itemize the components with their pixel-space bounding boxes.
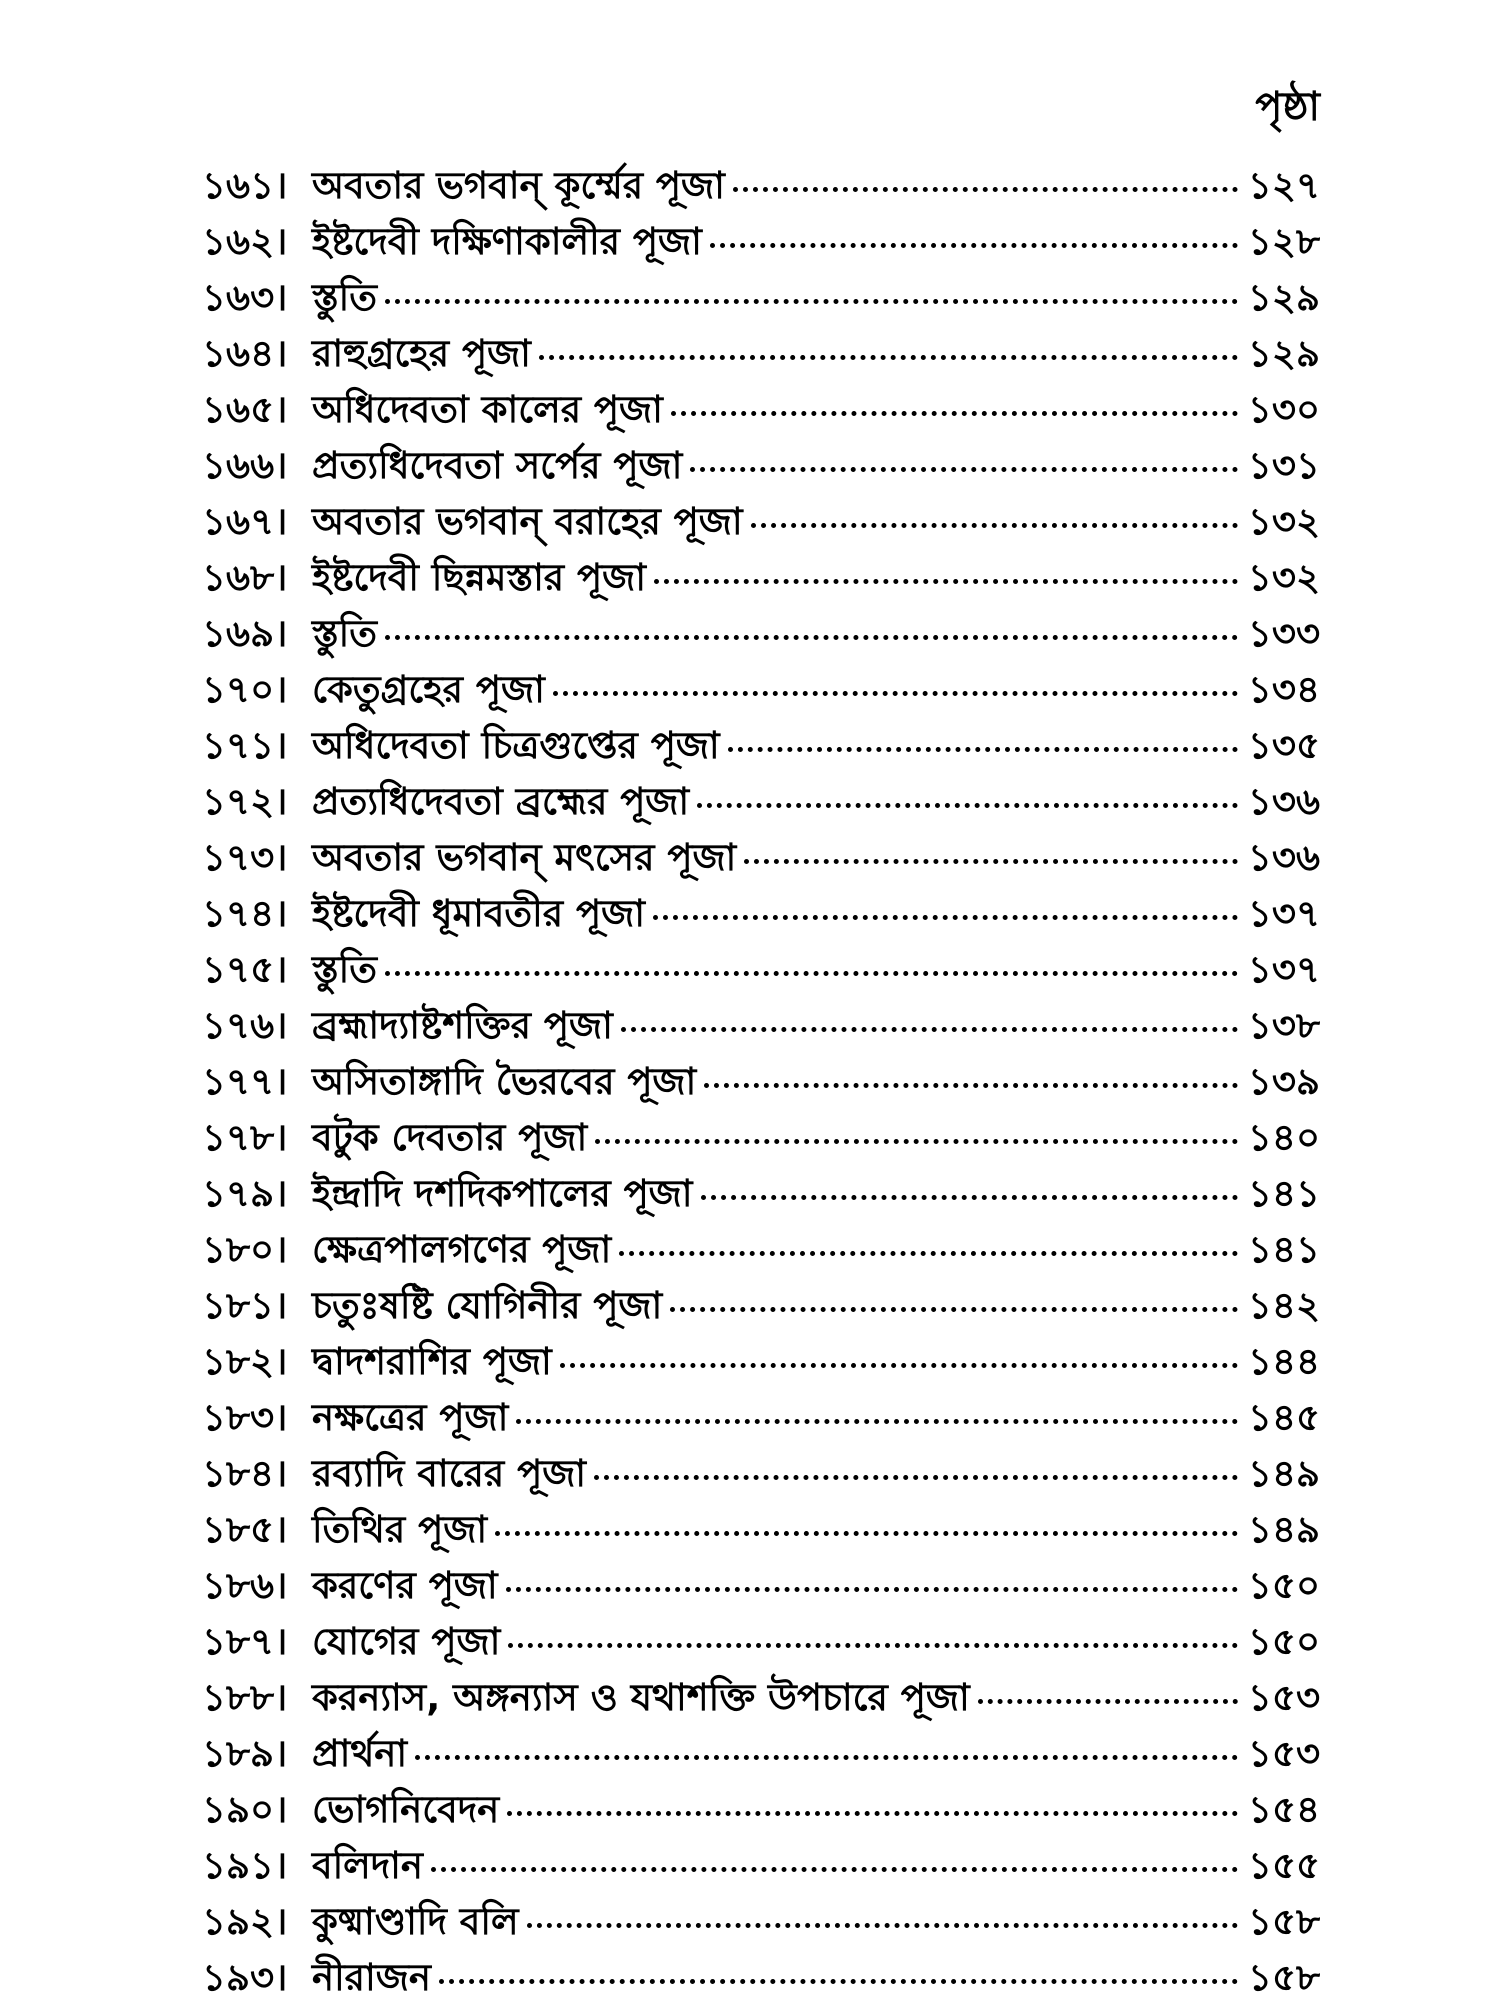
toc-entry-number: ১৭৭।: [202, 1060, 288, 1103]
toc-entry-number: ১৮৬।: [202, 1564, 288, 1607]
dot-leader: [619, 1251, 1238, 1256]
toc-entry: [202, 1894, 1320, 1950]
toc-entry-number: ১৭৩।: [202, 836, 288, 879]
toc-entry-page: ১৩৮: [1247, 1004, 1320, 1047]
toc-entry-number: ১৮১।: [202, 1284, 288, 1327]
toc-entry-title: ভোগনিবেদন: [312, 1788, 500, 1831]
dot-leader: [595, 1139, 1238, 1144]
toc-entry: [202, 998, 1320, 1054]
toc-entry-page: ১৫০: [1247, 1564, 1320, 1607]
dot-leader: [527, 1923, 1238, 1928]
toc-entry-page: ১৩০: [1247, 388, 1320, 431]
dot-leader: [539, 355, 1238, 360]
toc-entry-title: প্রার্থনা: [312, 1732, 408, 1775]
toc-entry: [202, 1950, 1320, 2006]
toc-entry-title: অবতার ভগবান্ কূর্ম্মের পূজা: [312, 164, 725, 207]
toc-entry-number: ১৭৯।: [202, 1172, 288, 1215]
toc-entry: [202, 214, 1320, 270]
toc-entry: [202, 438, 1320, 494]
dot-leader: [385, 635, 1238, 640]
dot-leader: [710, 243, 1238, 248]
toc-entry-page: ১৩৩: [1247, 612, 1320, 655]
toc-entry: [202, 1390, 1320, 1446]
toc-entry-number: ১৭২।: [202, 780, 288, 823]
toc-entry-title: তিথির পূজা: [312, 1508, 488, 1551]
dot-leader: [670, 1307, 1238, 1312]
toc-entry: [202, 1110, 1320, 1166]
toc-entry-page: ১৪১: [1247, 1172, 1320, 1215]
toc-entry-number: ১৬৬।: [202, 444, 288, 487]
toc-entry-number: ১৬১।: [202, 164, 288, 207]
dot-leader: [415, 1755, 1238, 1760]
toc-entry-page: ১৩১: [1247, 444, 1320, 487]
toc-entry-page: ১৩৬: [1247, 836, 1320, 879]
toc-entry-page: ১৫৮: [1247, 1900, 1320, 1943]
toc-entry-number: ১৭১।: [202, 724, 288, 767]
toc-entry-title: ইষ্টদেবী ছিন্নমস্তার পূজা: [312, 556, 646, 599]
toc-entry-title: কেতুগ্রহের পূজা: [312, 668, 545, 711]
dot-leader: [516, 1419, 1238, 1424]
toc-entry-page: ১২৮: [1247, 220, 1320, 263]
dot-leader: [553, 691, 1238, 696]
toc-entry-title: নীরাজন: [312, 1956, 431, 1999]
dot-leader: [744, 859, 1238, 864]
toc-entry: [202, 1670, 1320, 1726]
toc-entry-page: ১৩২: [1247, 500, 1320, 543]
dot-leader: [560, 1363, 1238, 1368]
toc-entry-number: ১৮৭।: [202, 1620, 288, 1663]
toc-entry: [202, 1278, 1320, 1334]
dot-leader: [653, 915, 1238, 920]
toc-entry-title: ক্ষেত্রপালগণের পূজা: [312, 1228, 612, 1271]
toc-entry-page: ১৫৩: [1247, 1676, 1320, 1719]
dot-leader: [439, 1979, 1238, 1984]
toc-entry-title: রাহুগ্রহের পূজা: [312, 332, 531, 375]
toc-entry-title: দ্বাদশরাশির পূজা: [312, 1340, 552, 1383]
toc-entry-title: অবতার ভগবান্ বরাহের পূজা: [312, 500, 743, 543]
toc-entry-title: করন্যাস, অঙ্গন্যাস ও যথাশক্তি উপচারে পূজা: [312, 1676, 970, 1719]
toc-entry-page: ১৪১: [1247, 1228, 1320, 1271]
toc-entry-title: প্রত্যধিদেবতা সর্পের পূজা: [312, 444, 683, 487]
dot-leader: [495, 1531, 1238, 1536]
toc-entry-page: ১৩৭: [1247, 948, 1320, 991]
toc-entry-page: ১৪৯: [1247, 1452, 1320, 1495]
toc-entry-number: ১৮৮।: [202, 1676, 288, 1719]
toc-entry-page: ১৩৪: [1247, 668, 1320, 711]
dot-leader: [621, 1027, 1238, 1032]
toc-entry-page: ১৪৪: [1247, 1340, 1320, 1383]
toc-entry-page: ১২৯: [1247, 276, 1320, 319]
toc-entry: [202, 1614, 1320, 1670]
toc-entry-number: ১৮৫।: [202, 1508, 288, 1551]
toc-entry-number: ১৮০।: [202, 1228, 288, 1271]
dot-leader: [671, 411, 1238, 416]
toc-entry-page: ১৫৩: [1247, 1732, 1320, 1775]
toc-entry: [202, 550, 1320, 606]
toc-entry: [202, 1166, 1320, 1222]
toc-entry-number: ১৭৪।: [202, 892, 288, 935]
dot-leader: [508, 1643, 1238, 1648]
toc-entry-page: ১৩৭: [1247, 892, 1320, 935]
toc-entry-number: ১৭৮।: [202, 1116, 288, 1159]
table-of-contents: [202, 158, 1320, 2006]
dot-leader: [733, 187, 1238, 192]
toc-entry-number: ১৭৬।: [202, 1004, 288, 1047]
dot-leader: [507, 1811, 1238, 1816]
toc-entry-title: অধিদেবতা কালের পূজা: [312, 388, 663, 431]
toc-entry-number: ১৮৩।: [202, 1396, 288, 1439]
toc-entry-number: ১৯১।: [202, 1844, 288, 1887]
dot-leader: [697, 803, 1238, 808]
toc-entry-title: রব্যাদি বারের পূজা: [312, 1452, 587, 1495]
toc-entry-title: অবতার ভগবান্ মৎসের পূজা: [312, 836, 737, 879]
toc-entry-number: ১৭৫।: [202, 948, 288, 991]
toc-entry-number: ১৬৩।: [202, 276, 288, 319]
toc-entry-page: ১৪০: [1247, 1116, 1320, 1159]
toc-entry-title: যোগের পূজা: [312, 1620, 501, 1663]
toc-entry-number: ১৬৫।: [202, 388, 288, 431]
toc-entry-number: ১৯৩।: [202, 1956, 288, 1999]
toc-entry-number: ১৭০।: [202, 668, 288, 711]
toc-entry-number: ১৬৯।: [202, 612, 288, 655]
toc-entry-number: ১৬৮।: [202, 556, 288, 599]
toc-entry-number: ১৯০।: [202, 1788, 288, 1831]
toc-entry: [202, 662, 1320, 718]
toc-entry-page: ১৩৫: [1247, 724, 1320, 767]
dot-leader: [690, 467, 1238, 472]
toc-entry-page: ১৩৯: [1247, 1060, 1320, 1103]
toc-entry: [202, 1054, 1320, 1110]
toc-entry-page: ১৫০: [1247, 1620, 1320, 1663]
toc-entry-number: ১৬২।: [202, 220, 288, 263]
toc-entry-page: ১৩৬: [1247, 780, 1320, 823]
toc-entry-title: স্তুতি: [312, 612, 377, 655]
toc-entry-page: ১৩২: [1247, 556, 1320, 599]
dot-leader: [654, 579, 1238, 584]
toc-entry-title: স্তুতি: [312, 276, 377, 319]
toc-entry-page: ১২৯: [1247, 332, 1320, 375]
toc-entry-title: করণের পূজা: [312, 1564, 498, 1607]
toc-entry: [202, 830, 1320, 886]
toc-entry: [202, 1502, 1320, 1558]
toc-entry: [202, 1334, 1320, 1390]
toc-entry: [202, 942, 1320, 998]
toc-entry: [202, 606, 1320, 662]
toc-entry-page: ১৫৫: [1247, 1844, 1320, 1887]
dot-leader: [751, 523, 1238, 528]
toc-entry-title: ব্রহ্মাদ্যাষ্টশক্তির পূজা: [312, 1004, 613, 1047]
toc-entry-title: প্রত্যধিদেবতা ব্রহ্মের পূজা: [312, 780, 690, 823]
toc-entry-page: ১২৭: [1247, 164, 1320, 207]
dot-leader: [385, 971, 1238, 976]
page-column-heading: পৃষ্ঠা: [1255, 84, 1320, 130]
toc-entry-number: ১৯২।: [202, 1900, 288, 1943]
dot-leader: [506, 1587, 1238, 1592]
toc-entry-title: অধিদেবতা চিত্রগুপ্তের পূজা: [312, 724, 720, 767]
toc-entry: [202, 1222, 1320, 1278]
toc-entry-title: বটুক দেবতার পূজা: [312, 1116, 588, 1159]
toc-entry-page: ১৪৯: [1247, 1508, 1320, 1551]
toc-entry-title: ইন্দ্রাদি দশদিকপালের পূজা: [312, 1172, 693, 1215]
toc-entry: [202, 494, 1320, 550]
toc-entry: [202, 1838, 1320, 1894]
toc-entry-title: চতুঃষষ্টি যোগিনীর পূজা: [312, 1284, 663, 1327]
toc-entry-title: ইষ্টদেবী ধূমাবতীর পূজা: [312, 892, 645, 935]
toc-entry: [202, 382, 1320, 438]
toc-entry-number: ১৮৯।: [202, 1732, 288, 1775]
dot-leader: [431, 1867, 1238, 1872]
toc-entry: [202, 326, 1320, 382]
dot-leader: [728, 747, 1238, 752]
toc-entry-title: অসিতাঙ্গাদি ভৈরবের পূজা: [312, 1060, 697, 1103]
dot-leader: [594, 1475, 1238, 1480]
toc-entry-page: ১৪২: [1247, 1284, 1320, 1327]
dot-leader: [385, 299, 1238, 304]
toc-entry-title: নক্ষত্রের পূজা: [312, 1396, 509, 1439]
toc-entry-title: ইষ্টদেবী দক্ষিণাকালীর পূজা: [312, 220, 702, 263]
dot-leader: [978, 1699, 1238, 1704]
toc-entry: [202, 886, 1320, 942]
toc-entry: [202, 158, 1320, 214]
toc-entry-title: কুষ্মাণ্ডাদি বলি: [312, 1900, 519, 1943]
dot-leader: [704, 1083, 1238, 1088]
toc-entry: [202, 774, 1320, 830]
toc-entry: [202, 718, 1320, 774]
toc-entry-title: বলিদান: [312, 1844, 424, 1887]
toc-entry-number: ১৮২।: [202, 1340, 288, 1383]
dot-leader: [701, 1195, 1238, 1200]
toc-entry-number: ১৮৪।: [202, 1452, 288, 1495]
toc-entry: [202, 270, 1320, 326]
toc-entry-page: ১৪৫: [1247, 1396, 1320, 1439]
toc-entry-page: ১৫৮: [1247, 1956, 1320, 1999]
toc-entry-title: স্তুতি: [312, 948, 377, 991]
toc-entry-page: ১৫৪: [1247, 1788, 1320, 1831]
toc-entry-number: ১৬৪।: [202, 332, 288, 375]
toc-entry: [202, 1446, 1320, 1502]
toc-entry: [202, 1726, 1320, 1782]
toc-entry: [202, 1782, 1320, 1838]
toc-entry: [202, 1558, 1320, 1614]
toc-entry-number: ১৬৭।: [202, 500, 288, 543]
